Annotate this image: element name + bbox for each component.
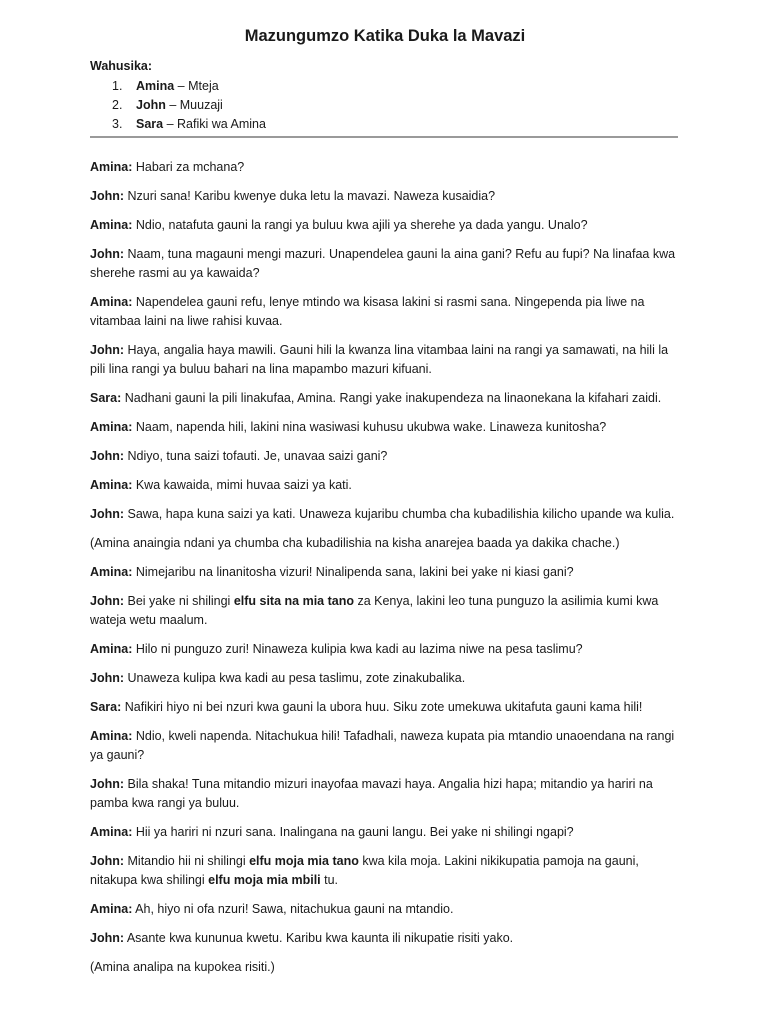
speaker: Amina: [90,420,133,434]
dialogue-line [90,900,680,919]
dialogue-line [90,823,680,842]
line-text: Nzuri sana! Karibu kwenye duka letu la mavazi. Naweza kusaidia? [124,189,496,203]
list-number: 2. [112,98,123,112]
line-text: Naam, tuna magauni mengi mazuri. Unapendelea gauni la aina gani? Refu au fupi? Na linafaa kwa sherehe rasmi au ya kawaida? [90,247,676,280]
line-text: Ndio, kweli napenda. Nitachukua hili! Tafadhali, naweza kupata pia mtandio unaoendana na rangi ya gauni? [90,729,675,762]
line-text: Sawa, hapa kuna saizi ya kati. Unaweza kujaribu chumba cha kubadilishia kilicho upande wa kulia. [124,507,675,521]
horizontal-divider [90,136,678,138]
cast-label: Wahusika: [90,59,153,73]
speaker: John: [90,931,125,945]
line-text: Naam, napenda hili, lakini nina wasiwasi kuhusu ukubwa wake. Linaweza kunitosha? [132,420,607,434]
speaker: John: [90,189,125,203]
speaker: Amina: [90,295,133,309]
cast-name: Sara [136,117,164,131]
line-text: Napendelea gauni refu, lenye mtindo wa kisasa lakini si rasmi sana. Ningependa pia liwe na vitambaa laini na liwe rahisi kuvaa. [90,295,645,328]
price-emphasis: elfu moja mia mbili [208,873,321,887]
document-title: Mazungumzo Katika Duka la Mavazi [244,27,526,45]
dialogue-line [90,389,680,408]
speaker: John: [90,343,125,357]
line-text: Nafikiri hiyo ni bei nzuri kwa gauni la ubora huu. Siku zote umekuwa ukitafuta gauni kama hili! [121,700,643,714]
line-text: Kwa kawaida, mimi huvaa saizi ya kati. [132,478,352,492]
stage-direction: (Amina analipa na kupokea risiti.) [90,960,275,974]
line-text: Ah, hiyo ni ofa nzuri! Sawa, nitachukua gauni na mtandio. [132,902,454,916]
speaker: John: [90,449,125,463]
list-number: 1. [112,79,123,93]
line-text: Habari za mchana? [132,160,245,174]
dialogue-line [90,852,680,890]
dialogue-line [90,187,680,206]
cast-list [90,77,680,134]
speaker: Amina: [90,729,133,743]
line-text: Ndio, natafuta gauni la rangi ya buluu kwa ajili ya sherehe ya dada yangu. Unalo? [132,218,588,232]
line-text: kwa kila moja. Lakini nikikupatia pamoja na gauni, nitakupa kwa shilingi [90,854,639,887]
speaker: John: [90,247,125,261]
speaker: Amina: [90,565,133,579]
speaker: John: [90,671,125,685]
dialogue-line [90,669,680,688]
dialogue-line [90,563,680,582]
cast-name: John [136,98,166,112]
dialogue-line [90,775,680,813]
speaker: Amina: [90,902,133,916]
line-text: Unaweza kulipa kwa kadi au pesa taslimu, zote zinakubalika. [124,671,466,685]
dialogue-line [90,418,680,437]
dialogue-line [90,698,680,717]
speaker: John: [90,507,125,521]
dialogue-line [90,727,680,765]
speaker: Amina: [90,478,133,492]
speaker: John: [90,854,125,868]
speaker: Amina: [90,825,133,839]
dialogue-line [90,293,680,331]
line-text: Asante kwa kununua kwetu. Karibu kwa kaunta ili nikupatie risiti yako. [124,931,514,945]
line-text: Hilo ni punguzo zuri! Ninaweza kulipia kwa kadi au lazima niwe na pesa taslimu? [132,642,583,656]
cast-role: – Rafiki wa Amina [163,117,266,131]
cast-item [90,77,680,96]
price-emphasis: elfu sita na mia tano [233,594,354,608]
dialogue-line [90,158,680,177]
cast-item [90,96,680,115]
dialogue-line [90,505,680,524]
cast-name: Amina [136,79,175,93]
speaker: Amina: [90,642,133,656]
line-text: Bei yake ni shilingi [124,594,234,608]
speaker: Amina: [90,218,133,232]
line-text: tu. [320,873,339,887]
speaker: John: [90,594,125,608]
dialogue-line [90,476,680,495]
speaker: John: [90,777,125,791]
dialogue-line [90,447,680,466]
dialogue-line [90,640,680,659]
line-text: Ndiyo, tuna saizi tofauti. Je, unavaa saizi gani? [124,449,388,463]
line-text: Nadhani gauni la pili linakufaa, Amina. Rangi yake inakupendeza na linaonekana la kifahari zaidi. [121,391,662,405]
speaker: Amina: [90,160,133,174]
cast-role: – Mteja [174,79,219,93]
list-number: 3. [112,117,123,131]
line-text: Bila shaka! Tuna mitandio mizuri inayofaa mavazi haya. Angalia hizi hapa; mitandio ya hariri na pamba kwa rangi ya buluu. [90,777,653,810]
dialogue-line [90,216,680,235]
price-emphasis: elfu moja mia tano [249,854,359,868]
speaker: Sara: [90,700,122,714]
dialogue-line [90,592,680,630]
dialogue-line [90,245,680,283]
line-text: za Kenya, lakini leo tuna punguzo la asilimia kumi kwa wateja wetu maalum. [90,594,659,627]
line-text: Nimejaribu na linanitosha vizuri! Ninalipenda sana, lakini bei yake ni kiasi gani? [132,565,574,579]
dialogue [90,158,680,977]
line-text: Mitandio hii ni shilingi [124,854,250,868]
dialogue-line [90,341,680,379]
cast-item [90,115,680,134]
speaker: Sara: [90,391,122,405]
cast-role: – Muuzaji [165,98,223,112]
line-text: Haya, angalia haya mawili. Gauni hili la kwanza lina vitambaa laini na rangi ya samawati, na hili la pili lina rangi ya buluu bahari na lina mapambo mazuri kifuani. [90,343,669,376]
dialogue-line [90,929,680,948]
line-text: Hii ya hariri ni nzuri sana. Inalingana na gauni langu. Bei yake ni shilingi ngapi? [132,825,574,839]
stage-direction: (Amina anaingia ndani ya chumba cha kubadilishia na kisha anarejea baada ya dakika chache.) [90,536,620,550]
